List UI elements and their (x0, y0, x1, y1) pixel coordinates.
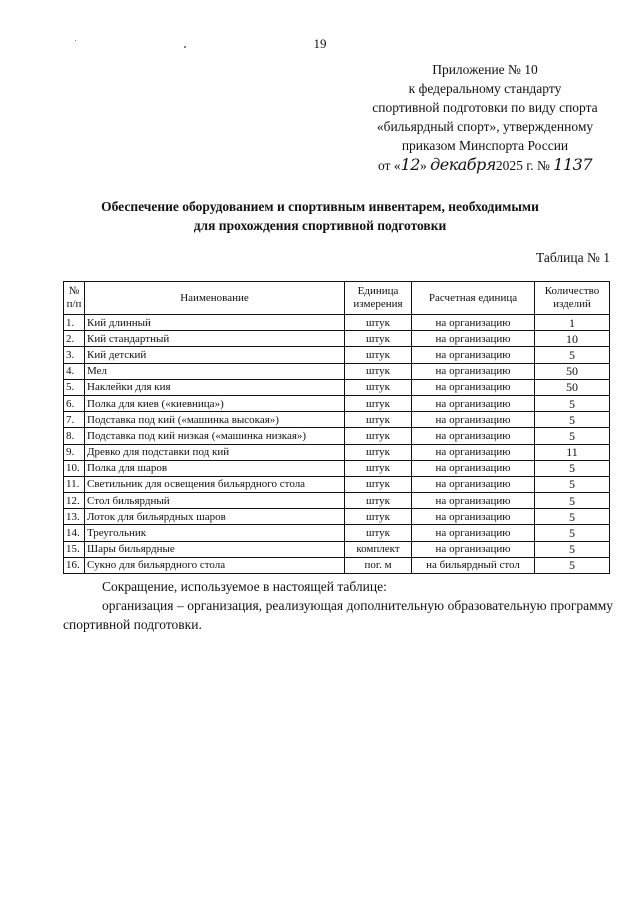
table-header-row (64, 282, 610, 315)
cell-qty: 5 (535, 460, 610, 476)
cell-num: 9. (64, 444, 85, 460)
cell-num: 4. (64, 363, 85, 379)
cell-unit: штук (345, 363, 412, 379)
appendix-line: к федеральному стандарту (408, 81, 562, 96)
appendix-title: Приложение № 10 (432, 62, 538, 77)
table-row (64, 331, 610, 347)
cell-name: Наклейки для кия (85, 379, 345, 395)
cell-qty: 5 (535, 395, 610, 411)
cell-unit: штук (345, 509, 412, 525)
cell-num: 5. (64, 379, 85, 395)
cell-name: Кий длинный (85, 315, 345, 331)
cell-calc: на бильярдный стол (412, 557, 535, 573)
cell-name: Стол бильярдный (85, 493, 345, 509)
date-prefix: от « (377, 158, 401, 173)
table-row (64, 444, 610, 460)
date-month-handwritten: декабря (430, 155, 496, 174)
cell-calc: на организацию (412, 493, 535, 509)
cell-name: Шары бильярдные (85, 541, 345, 557)
cell-name: Светильник для освещения бильярдного стола (85, 476, 345, 492)
cell-num: 2. (64, 331, 85, 347)
cell-qty: 50 (535, 363, 610, 379)
document-title (40, 197, 600, 235)
cell-unit: штук (345, 315, 412, 331)
table-row (64, 395, 610, 411)
header-calc: Расчетная единица (412, 282, 535, 315)
cell-num: 7. (64, 412, 85, 428)
cell-unit: пог. м (345, 557, 412, 573)
order-number-handwritten: 1137 (553, 155, 593, 174)
header-name: Наименование (85, 282, 345, 315)
table-body (64, 315, 610, 574)
title-line: для прохождения спортивной подготовки (193, 218, 447, 233)
date-day-handwritten: 12 (400, 155, 420, 174)
cell-unit: штук (345, 412, 412, 428)
cell-calc: на организацию (412, 331, 535, 347)
cell-qty: 5 (535, 557, 610, 573)
cell-num: 6. (64, 395, 85, 411)
title-line: Обеспечение оборудованием и спортивным инвентарем, необходимыми (101, 199, 539, 214)
cell-qty: 5 (535, 509, 610, 525)
cell-num: 14. (64, 525, 85, 541)
cell-unit: штук (345, 331, 412, 347)
table-row (64, 476, 610, 492)
cell-calc: на организацию (412, 525, 535, 541)
date-quote: » (419, 158, 427, 173)
page-number: 19 (313, 36, 327, 51)
cell-num: 13. (64, 509, 85, 525)
cell-name: Подставка под кий («машинка высокая») (85, 412, 345, 428)
cell-qty: 11 (535, 444, 610, 460)
table-row (64, 412, 610, 428)
cell-unit: штук (345, 428, 412, 444)
table-row (64, 315, 610, 331)
table-row (64, 525, 610, 541)
table-row (64, 557, 610, 573)
cell-calc: на организацию (412, 444, 535, 460)
cell-name: Кий стандартный (85, 331, 345, 347)
cell-qty: 5 (535, 428, 610, 444)
cell-unit: штук (345, 347, 412, 363)
note-block (63, 577, 613, 634)
cell-qty: 10 (535, 331, 610, 347)
cell-name: Полка для киев («киевница») (85, 395, 345, 411)
cell-calc: на организацию (412, 315, 535, 331)
table-row (64, 541, 610, 557)
table-row (64, 428, 610, 444)
cell-qty: 50 (535, 379, 610, 395)
cell-unit: штук (345, 476, 412, 492)
cell-name: Подставка под кий низкая («машинка низкая») (85, 428, 345, 444)
equipment-table (63, 281, 610, 574)
cell-unit: штук (345, 379, 412, 395)
cell-qty: 5 (535, 541, 610, 557)
table-caption: Таблица № 1 (536, 250, 610, 265)
cell-calc: на организацию (412, 412, 535, 428)
cell-calc: на организацию (412, 428, 535, 444)
cell-calc: на организацию (412, 379, 535, 395)
table-row (64, 460, 610, 476)
table-row (64, 363, 610, 379)
cell-num: 15. (64, 541, 85, 557)
cell-num: 16. (64, 557, 85, 573)
appendix-line: «бильярдный спорт», утвержденному (376, 119, 594, 134)
cell-name: Полка для шаров (85, 460, 345, 476)
cell-num: 3. (64, 347, 85, 363)
cell-qty: 5 (535, 493, 610, 509)
cell-qty: 5 (535, 525, 610, 541)
cell-calc: на организацию (412, 541, 535, 557)
cell-calc: на организацию (412, 509, 535, 525)
header-unit: Единица измерения (345, 282, 412, 315)
cell-unit: штук (345, 444, 412, 460)
cell-qty: 5 (535, 347, 610, 363)
appendix-line: спортивной подготовки по виду спорта (372, 100, 598, 115)
appendix-line: приказом Минспорта России (401, 138, 569, 153)
note-definition: организация – организация, реализующая дополнительную образовательную программу спортивной подготовки. (63, 598, 613, 632)
note-line: Сокращение, используемое в настоящей таблице: (102, 579, 387, 594)
cell-calc: на организацию (412, 460, 535, 476)
cell-name: Лоток для бильярдных шаров (85, 509, 345, 525)
cell-name: Сукно для бильярдного стола (85, 557, 345, 573)
cell-name: Кий детский (85, 347, 345, 363)
cell-name: Мел (85, 363, 345, 379)
table-row (64, 347, 610, 363)
cell-num: 11. (64, 476, 85, 492)
cell-num: 1. (64, 315, 85, 331)
cell-unit: комплект (345, 541, 412, 557)
cell-calc: на организацию (412, 347, 535, 363)
scan-speck (184, 46, 186, 48)
cell-num: 12. (64, 493, 85, 509)
table-row (64, 493, 610, 509)
cell-unit: штук (345, 395, 412, 411)
cell-qty: 5 (535, 412, 610, 428)
cell-unit: штук (345, 493, 412, 509)
table-row (64, 379, 610, 395)
appendix-date-line (330, 155, 640, 175)
cell-qty: 1 (535, 315, 610, 331)
cell-num: 8. (64, 428, 85, 444)
table-row (64, 509, 610, 525)
header-qty: Количество изделий (535, 282, 610, 315)
cell-calc: на организацию (412, 395, 535, 411)
scan-speck (75, 40, 76, 41)
cell-calc: на организацию (412, 363, 535, 379)
cell-calc: на организацию (412, 476, 535, 492)
cell-name: Древко для подставки под кий (85, 444, 345, 460)
date-year: 2025 г. № (495, 158, 550, 173)
cell-qty: 5 (535, 476, 610, 492)
cell-unit: штук (345, 525, 412, 541)
cell-num: 10. (64, 460, 85, 476)
appendix-header (330, 60, 640, 175)
cell-unit: штук (345, 460, 412, 476)
cell-name: Треугольник (85, 525, 345, 541)
header-num: № п/п (64, 282, 85, 315)
